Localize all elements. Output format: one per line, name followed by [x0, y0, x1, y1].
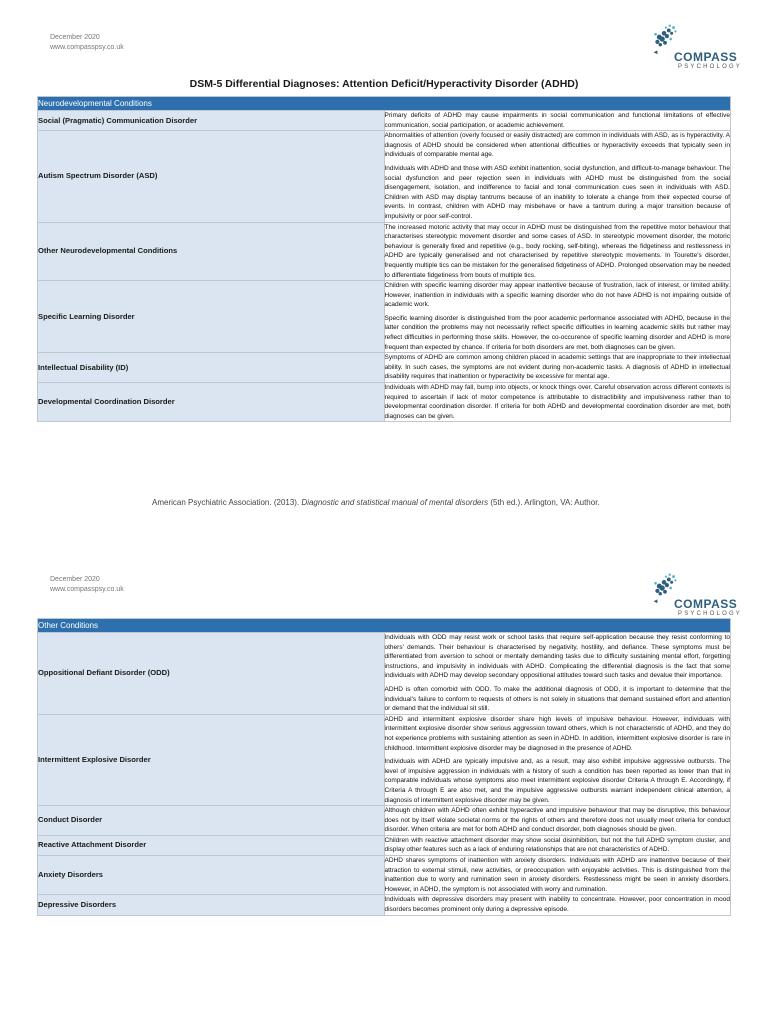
citation-publisher: (5th ed.). Arlington, VA: Author.: [488, 498, 600, 507]
logo-subtitle: PSYCHOLOGY: [678, 64, 743, 70]
description-paragraph: ADHD and intermittent explosive disorder share high levels of impulsive behaviour. However, individuals with intermittent explosive disorder show serious aggression toward others, which is not characteristic of ADHD, and they do not experience problems with sustaining attention as seen in ADHD. In addition, intermittent explosive disorder is rare in childhood. Intermittent explosive disorder may be diagnosed in the presence of ADHD.: [384, 715, 730, 752]
condition-description: [384, 383, 731, 422]
diagnoses-table-neurodevelopmental: [37, 96, 731, 422]
condition-description: [384, 835, 731, 855]
header-date: December 2020: [50, 34, 100, 41]
diagnosis-row: [38, 281, 731, 353]
description-paragraph: Children with reactive attachment disorder may show social disinhibition, but not the full ADHD symptom cluster, and display other features such as a lack of enduring relationships that are not characteristics of ADHD.: [384, 836, 730, 854]
description-paragraph: Primary deficits of ADHD may cause impairments in social communication and functional limitations of effective communication, social participation, or academic achievement.: [384, 112, 730, 129]
condition-description: [384, 806, 731, 836]
condition-description: [384, 633, 731, 715]
description-paragraph: The increased motoric activity that may occur in ADHD must be distinguished from the repetitive motor behaviour that characterises stereotypic movement disorder and some cases of ASD. In stereotypic movement disorder, the motoric behaviour is generally fixed and repetitive (e.g., body rocking, self-biting), whereas the fidgetiness and restlessness in ADHD are typically generalised and not characterised by repetitive stereotypic movements. In Tourette's disorder, frequently multiple tics can be mistaken for the generalised fidgetiness of ADHD. Prolonged observation may be needed to differentiate fidgetiness from bouts of multiple tics.: [384, 223, 730, 279]
condition-name: Social (Pragmatic) Communication Disorder: [38, 111, 385, 131]
description-paragraph: Specific learning disorder is distinguished from the poor academic performance associated with ADHD, because in the latter condition the problems may not necessarily reflect specific difficulties in learning academic skills but rather may reflect difficulties in performing those skills. However, the co-occurence of specific learning disorder and ADHD is more frequent than expected by chance. If criteria for both disorders are met, both diagnoses can be given.: [384, 314, 730, 351]
description-paragraph: Individuals with ODD may resist work or school tasks that require self-application because they resist conforming to others' demands. Their behaviour is characterised by negativity, hostility, and defiance. These symptoms must be differentiated from aversion to school or mentally demanding tasks due to difficulty sustaining mental effort, forgetting instructions, and impulsivity in individuals with ADHD. Complicating the differential diagnosis is the fact that some individuals with ADHD may develop secondary oppositional attitudes toward such tasks and devalue their importance.: [384, 634, 730, 680]
condition-name: Conduct Disorder: [38, 806, 385, 836]
document-title: DSM-5 Differential Diagnoses: Attention Deficit/Hyperactivity Disorder (ADHD): [189, 78, 579, 90]
diagnosis-row: [38, 353, 731, 383]
compass-logo: [646, 569, 743, 619]
logo-subtitle: PSYCHOLOGY: [678, 611, 743, 617]
diagnosis-row: [38, 383, 731, 422]
condition-description: [384, 111, 731, 131]
description-paragraph: Individuals with ADHD and those with ASD exhibit inattention, social dysfunction, and difficult-to-manage behaviour. The social dysfunction and peer rejection seen in individuals with ADHD must be distinguished from the social disengagement, isolation, and indifference to facial and tonal communication cues seen in individuals with ASD. Children with ASD may display tantrums because of an inability to tolerate a change from their expected course of events. In contrast, children with ADHD may misbehave or have a tantrum during a major transition because of impulsivity or poor self-control.: [384, 164, 730, 220]
diagnosis-row: [38, 633, 731, 715]
header-meta: [50, 33, 124, 53]
condition-description: [384, 353, 731, 383]
citation: [152, 498, 600, 507]
description-paragraph: ADHD is often comorbid with ODD. To make the additional diagnosis of ODD, it is important to determine that the individual's failure to conform to requests of others is not solely in situations that demand sustained effort and attention or demand that the individual sit still.: [384, 685, 730, 713]
diagnosis-row: [38, 714, 731, 805]
condition-description: [384, 895, 731, 915]
condition-name: Oppositional Defiant Disorder (ODD): [38, 633, 385, 715]
section-header-row: [38, 619, 731, 633]
description-paragraph: Individuals with ADHD are typically impulsive and, as a result, may also exhibit impulsive aggressive outbursts. The level of impulsive aggression in individuals with a history of such a condition has been reported as lower than that in comparable individuals whose symptoms also meet intermittent explosive disorder Criteria A through E. Accordingly, if Criteria A through E are also met, and the impulsive aggressive outbursts warrant independent clinical attention, a diagnosis of intermittent explosive disorder may be given.: [384, 758, 730, 804]
logo-name: COMPASS: [674, 597, 738, 611]
condition-name: Reactive Attachment Disorder: [38, 835, 385, 855]
description-paragraph: ADHD shares symptoms of inattention with anxiety disorders. Individuals with ADHD are inattentive because of their attraction to external stimuli, new activities, or preoccupation with enjoyable activities. This is distinguished from the inattention due to worry and rumination seen in anxiety disorders. Restlessness might be seen in anxiety disorders. However, in ADHD, the symptom is not associated with worry and rumination.: [384, 857, 730, 893]
diagnosis-row: [38, 856, 731, 895]
page-two: [0, 565, 768, 1024]
logo-name: COMPASS: [674, 50, 738, 64]
diagnosis-row: [38, 131, 731, 222]
diagnosis-row: [38, 835, 731, 855]
section-heading: Neurodevelopmental Conditions: [38, 97, 731, 111]
citation-title: Diagnostic and statistical manual of mental disorders: [301, 498, 489, 507]
citation-authors: American Psychiatric Association. (2013).: [152, 498, 302, 507]
condition-name: Intermittent Explosive Disorder: [38, 714, 385, 805]
description-paragraph: Although children with ADHD often exhibit hyperactive and impulsive behaviour that may be disruptive, this behaviour does not by itself violate societal norms or the rights of others and therefore does not usually meet criteria for conduct disorder. When criteria are met for both ADHD and conduct disorder, both diagnoses should be given.: [384, 807, 730, 834]
condition-description: [384, 714, 731, 805]
header-website[interactable]: www.compasspsy.co.uk: [50, 44, 124, 51]
condition-name: Other Neurodevelopmental Conditions: [38, 222, 385, 281]
condition-description: [384, 222, 731, 281]
condition-name: Specific Learning Disorder: [38, 281, 385, 353]
diagnosis-row: [38, 895, 731, 915]
compass-logo: [646, 20, 743, 70]
condition-description: [384, 281, 731, 353]
diagnoses-table-other: [37, 618, 731, 916]
description-paragraph: Children with specific learning disorder may appear inattentive because of frustration, lack of interest, or limited ability. However, inattention in individuals with a specific learning disorder who do not have ADHD is not impairing outside of academic work.: [384, 282, 730, 309]
condition-name: Depressive Disorders: [38, 895, 385, 915]
condition-name: Anxiety Disorders: [38, 856, 385, 895]
description-paragraph: Individuals with ADHD may fall, bump into objects, or knock things over. Careful observation across different contexts is required to ascertain if lack of motor competence is attributable to distractibility and impulsiveness rather than to developmental coordination disorder. If criteria for both ADHD and developmental coordination disorder are met, both diagnoses can be given.: [384, 384, 730, 420]
description-paragraph: Symptoms of ADHD are common among children placed in academic settings that are inappropriate to their intellectual ability. In such cases, the symptoms are not evident during non-academic tasks. A diagnosis of ADHD in intellectual disability requires that inattention or hyperactivity be excessive for mental age.: [384, 354, 730, 381]
diagnosis-row: [38, 222, 731, 281]
header-meta: [50, 575, 124, 595]
description-paragraph: Individuals with depressive disorders may present with inability to concentrate. However, poor concentration in mood disorders becomes prominent only during a depressive episode.: [384, 896, 730, 914]
section-header-row: [38, 97, 731, 111]
header-website[interactable]: www.compasspsy.co.uk: [50, 586, 124, 593]
header-date: December 2020: [50, 576, 100, 583]
condition-name: Developmental Coordination Disorder: [38, 383, 385, 422]
condition-name: Intellectual Disability (ID): [38, 353, 385, 383]
description-paragraph: Abnormalities of attention (overly focused or easily distracted) are common in individuals with ASD, as is hyperactivity. A diagnosis of ADHD should be considered when attentional difficulties or hyperactivity exceeds that typically seen in individuals of comparable mental age.: [384, 132, 730, 159]
condition-name: Autism Spectrum Disorder (ASD): [38, 131, 385, 222]
diagnosis-row: [38, 111, 731, 131]
section-heading: Other Conditions: [38, 619, 731, 633]
condition-description: [384, 131, 731, 222]
diagnosis-row: [38, 806, 731, 836]
condition-description: [384, 856, 731, 895]
